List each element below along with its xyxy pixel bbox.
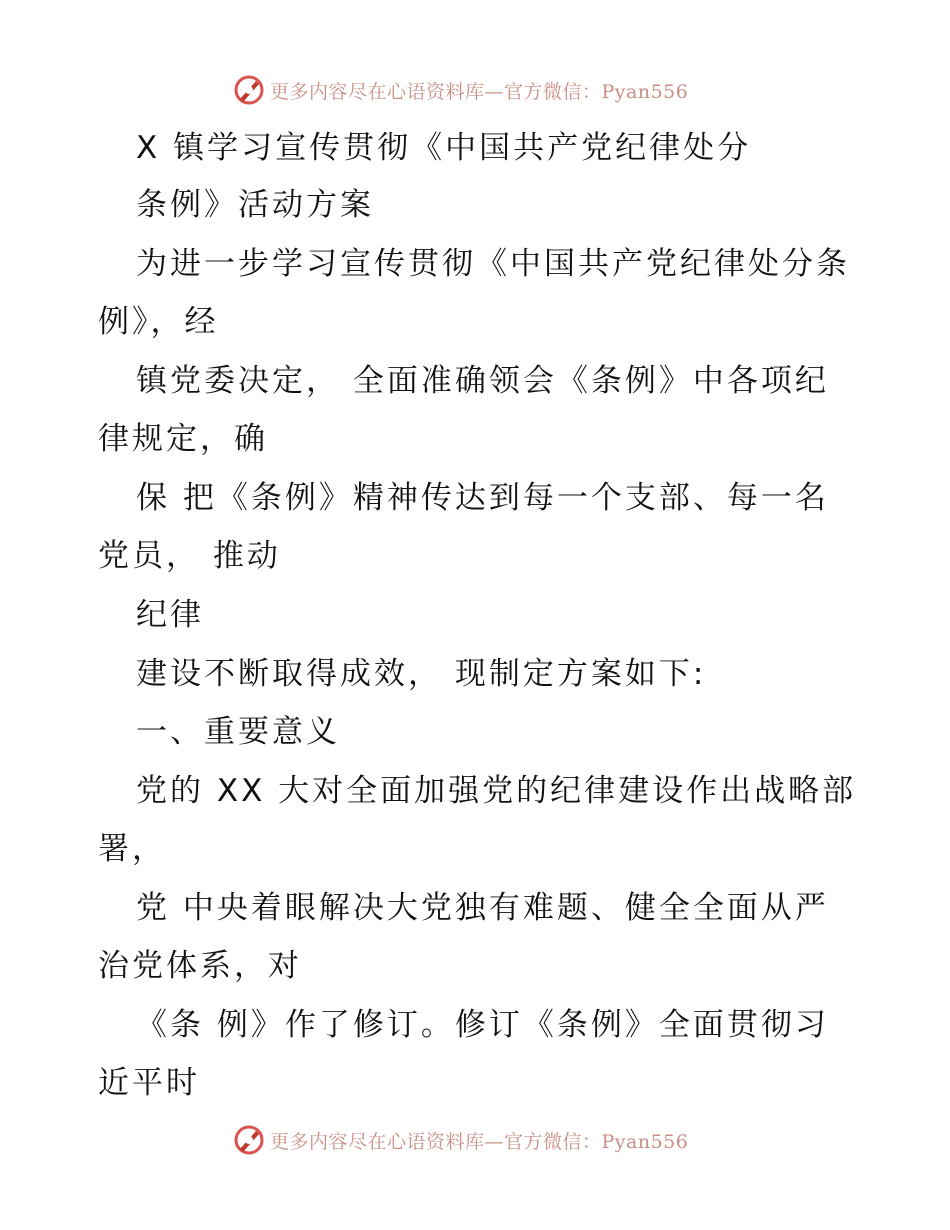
paragraph-line: 纪律 (136, 597, 204, 633)
paragraph-line: 治党体系，对 (98, 948, 302, 984)
paragraph-line: 建设不断取得成效， 现制定方案如下: (136, 656, 707, 692)
paragraph-line: 党 中央着眼解决大党独有难题、健全全面从严 (136, 890, 829, 926)
watermark-text-bottom: 更多内容尽在心语资料库—官方微信：Pyan556 (270, 1130, 689, 1153)
section-heading: 一、重要意义 (136, 714, 340, 750)
paragraph-line: 律规定，确 (98, 421, 268, 457)
red-pen-swirl-logo-icon (232, 73, 266, 107)
title-line-1: X 镇学习宣传贯彻《中国共产党纪律处分 (136, 130, 752, 166)
watermark-banner-top (232, 72, 688, 108)
paragraph-line: 署， (98, 831, 166, 867)
paragraph-line: 为进一步学习宣传贯彻《中国共产党纪律处分条 (136, 246, 850, 282)
paragraph-line: 党的 XX 大对全面加强党的纪律建设作出战略部 (136, 773, 857, 809)
red-pen-swirl-logo-icon (232, 1123, 266, 1157)
paragraph-line: 保 把《条例》精神传达到每一个支部、每一名 (136, 480, 829, 516)
paragraph-line: 镇党委决定， 全面准确领会《条例》中各项纪 (136, 363, 829, 399)
paragraph-line: 近平时 (98, 1065, 200, 1101)
title-line-2: 条例》活动方案 (136, 187, 374, 223)
watermark-text-top: 更多内容尽在心语资料库—官方微信：Pyan556 (270, 80, 689, 103)
paragraph-line: 党员， 推动 (98, 538, 281, 574)
paragraph-line: 例》，经 (98, 304, 219, 340)
watermark-banner-bottom (232, 1122, 688, 1158)
paragraph-line: 《条 例》作了修订。修订《条例》全面贯彻习 (136, 1007, 829, 1043)
